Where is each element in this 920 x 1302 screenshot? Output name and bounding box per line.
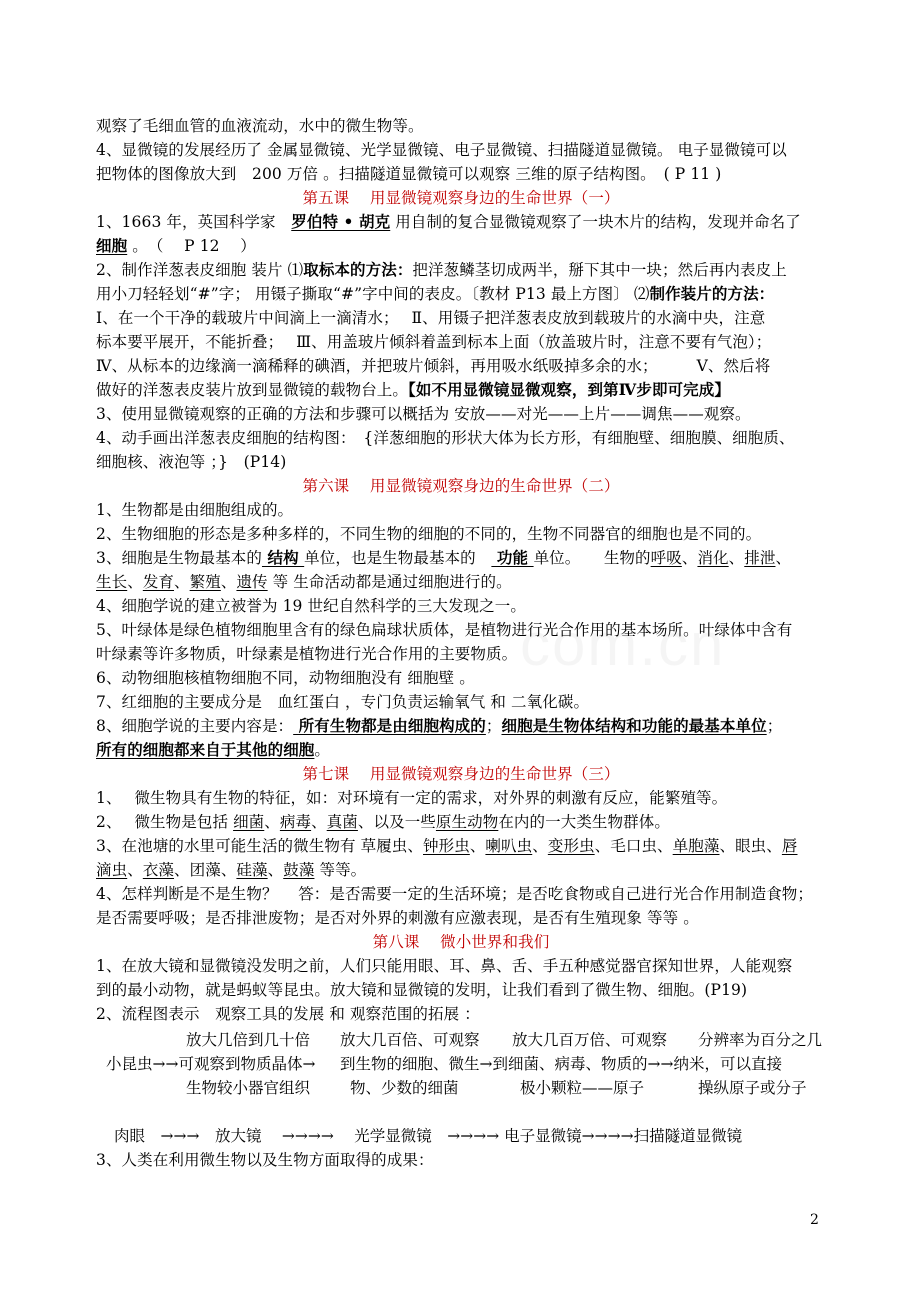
text-line: 做好的洋葱表皮装片放到显微镜的载物台上。【如不用显微镜显微观察，到第Ⅳ步即可完成】 (96, 380, 730, 399)
text-line: 5、叶绿体是绿色植物细胞里含有的绿色扁球状质体，是植物进行光合作用的基本场所。叶绿体中含有 (96, 621, 793, 639)
flow-cell: 放大几百万倍、可观察 (512, 1031, 668, 1049)
text-line: 8、细胞学说的主要内容是： 所有生物都是由细胞构成的；细胞是生物体结构和功能的最基本单位； (96, 716, 783, 735)
text-line: 把物体的图像放大到 200 万倍 。扫描隧道显微镜可以观察 三维的原子结构图。 ( P 11 ) (96, 165, 722, 183)
flow-cell: 小昆虫→→可观察到物质晶体→ (106, 1055, 316, 1073)
text-line: 细胞 。 （ P 12 ） (96, 236, 256, 255)
flow-cell: 到生物的细胞、微生→到细菌、病毒、物质的→→纳米，可以直接 (340, 1055, 782, 1073)
text-line: 1、 微生物具有生物的特征，如：对环境有一定的需求，对外界的刺激有反应，能繁殖等。 (96, 789, 728, 807)
text-line: 是否需要呼吸；是否排泄废物；是否对外界的刺激有应激表现，是否有生殖现象 等等 。 (96, 909, 699, 927)
flow-cell: 操纵原子或分子 (698, 1079, 807, 1097)
text-line: 标本要平展开，不能折叠； Ⅲ、用盖玻片倾斜着盖到标本上面（放盖玻片时，注意不要有气泡）； (96, 333, 772, 351)
tools-progression-line: 肉眼 →→→ 放大镜 →→→→ 光学显微镜 →→→→ 电子显微镜→→→→扫描隧道显微镜 (114, 1127, 743, 1145)
flow-cell: 生物较小器官组织 (186, 1079, 311, 1097)
text-line: 观察了毛细血管的血液流动，水中的微生物等。 (96, 117, 424, 135)
text-line: 3、细胞是生物最基本的 结构 单位，也是生物最基本的 功能 单位。 生物的呼吸、消化、排泄、 (96, 548, 792, 567)
flow-cell: 分辨率为百分之几 (698, 1031, 823, 1049)
text-line: 7、红细胞的主要成分是 血红蛋白 ，专门负责运输氧气 和 二氧化碳。 (96, 693, 590, 711)
text-line: 3、使用显微镜观察的正确的方法和步骤可以概括为 安放——对光——上片——调焦——观察。 (96, 405, 751, 423)
text-line: 用小刀轻轻划“#”字； 用镊子撕取“#”字中间的表皮。〔教材 P13 最上方图〕 ⑵制作装片的方法： (96, 284, 775, 303)
text-line: 生长、发育、繁殖、遗传 等 生命活动都是通过细胞进行的。 (96, 573, 512, 591)
flow-cell: 极小颗粒——原子 (520, 1079, 645, 1097)
page-number: 2 (810, 1212, 819, 1228)
text-line: 4、显微镜的发展经历了 金属显微镜、光学显微镜、电子显微镜、扫描隧道显微镜。 电子显微镜可以 (96, 141, 787, 159)
text-line: 2、 微生物是包括 细菌、病毒、真菌、以及一些原生动物在内的一大类生物群体。 (96, 813, 670, 831)
text-line: 叶绿素等许多物质，叶绿素是植物进行光合作用的主要物质。 (96, 645, 518, 663)
lesson-7-title: 第七课 用显微镜观察身边的生命世界（三） (302, 765, 620, 783)
text-line: 2、制作洋葱表皮细胞 装片 ⑴取标本的方法：把洋葱鳞茎切成两半，掰下其中一块；然后再内表皮上 (96, 260, 787, 279)
flow-cell: 物、少数的细菌 (350, 1079, 459, 1097)
text-line: 3、人类在利用微生物以及生物方面取得的成果： (96, 1151, 434, 1169)
text-line: 细胞核、液泡等 ；} (P14) (96, 453, 287, 471)
text-line: 4、怎样判断是不是生物？ 答：是否需要一定的生活环境；是否吃食物或自己进行光合作用制造食物； (96, 885, 813, 903)
text-line: 1、1663 年，英国科学家 罗伯特 • 胡克 用自制的复合显微镜观察了一块木片的结构，发现并命名了 (96, 212, 801, 231)
lesson-6-title: 第六课 用显微镜观察身边的生命世界（二） (302, 477, 620, 495)
text-line: 到的最小动物，就是蚂蚁等昆虫。放大镜和显微镜的发明，让我们看到了微生物、细胞。(P19) (96, 981, 748, 999)
text-line: 2、流程图表示 观察工具的发展 和 观察范围的拓展 ： (96, 1005, 480, 1023)
text-line: Ⅰ、在一个干净的载玻片中间滴上一滴清水； Ⅱ、用镊子把洋葱表皮放到载玻片的水滴中央，注意 (96, 309, 766, 327)
flow-cell: 放大几倍到几十倍 (186, 1031, 311, 1049)
text-line: 4、细胞学说的建立被誉为 19 世纪自然科学的三大发现之一。 (96, 597, 526, 615)
text-line: 滴虫、衣藻、团藻、硅藻、鼓藻 等等。 (96, 861, 367, 879)
text-line: 2、生物细胞的形态是多种多样的，不同生物的细胞的不同的，生物不同器官的细胞也是不同的。 (96, 525, 762, 543)
text-line: 4、动手画出洋葱表皮细胞的结构图： {洋葱细胞的形状大体为长方形，有细胞壁、细胞膜、细胞质、 (96, 429, 795, 447)
text-line: 所有的细胞都来自于其他的细胞。 (96, 740, 331, 759)
text-line: Ⅳ、从标本的边缘滴一滴稀释的碘酒，并把玻片倾斜，再用吸水纸吸掉多余的水； Ⅴ、然后将 (96, 357, 771, 375)
text-line: 3、在池塘的水里可能生活的微生物有 草履虫、钟形虫、喇叭虫、变形虫、毛口虫、单胞藻、眼虫、唇 (96, 837, 798, 855)
text-line: 1、在放大镜和显微镜没发明之前，人们只能用眼、耳、鼻、舌、手五种感觉器官探知世界，人能观察 (96, 957, 793, 975)
lesson-5-title: 第五课 用显微镜观察身边的生命世界（一） (302, 189, 620, 207)
text-line: 6、动物细胞核植物细胞不同，动物细胞没有 细胞壁 。 (96, 669, 475, 687)
lesson-8-title: 第八课 微小世界和我们 (372, 933, 550, 951)
flow-cell: 放大几百倍、可观察 (340, 1031, 480, 1049)
text-line: 1、生物都是由细胞组成的。 (96, 501, 294, 519)
